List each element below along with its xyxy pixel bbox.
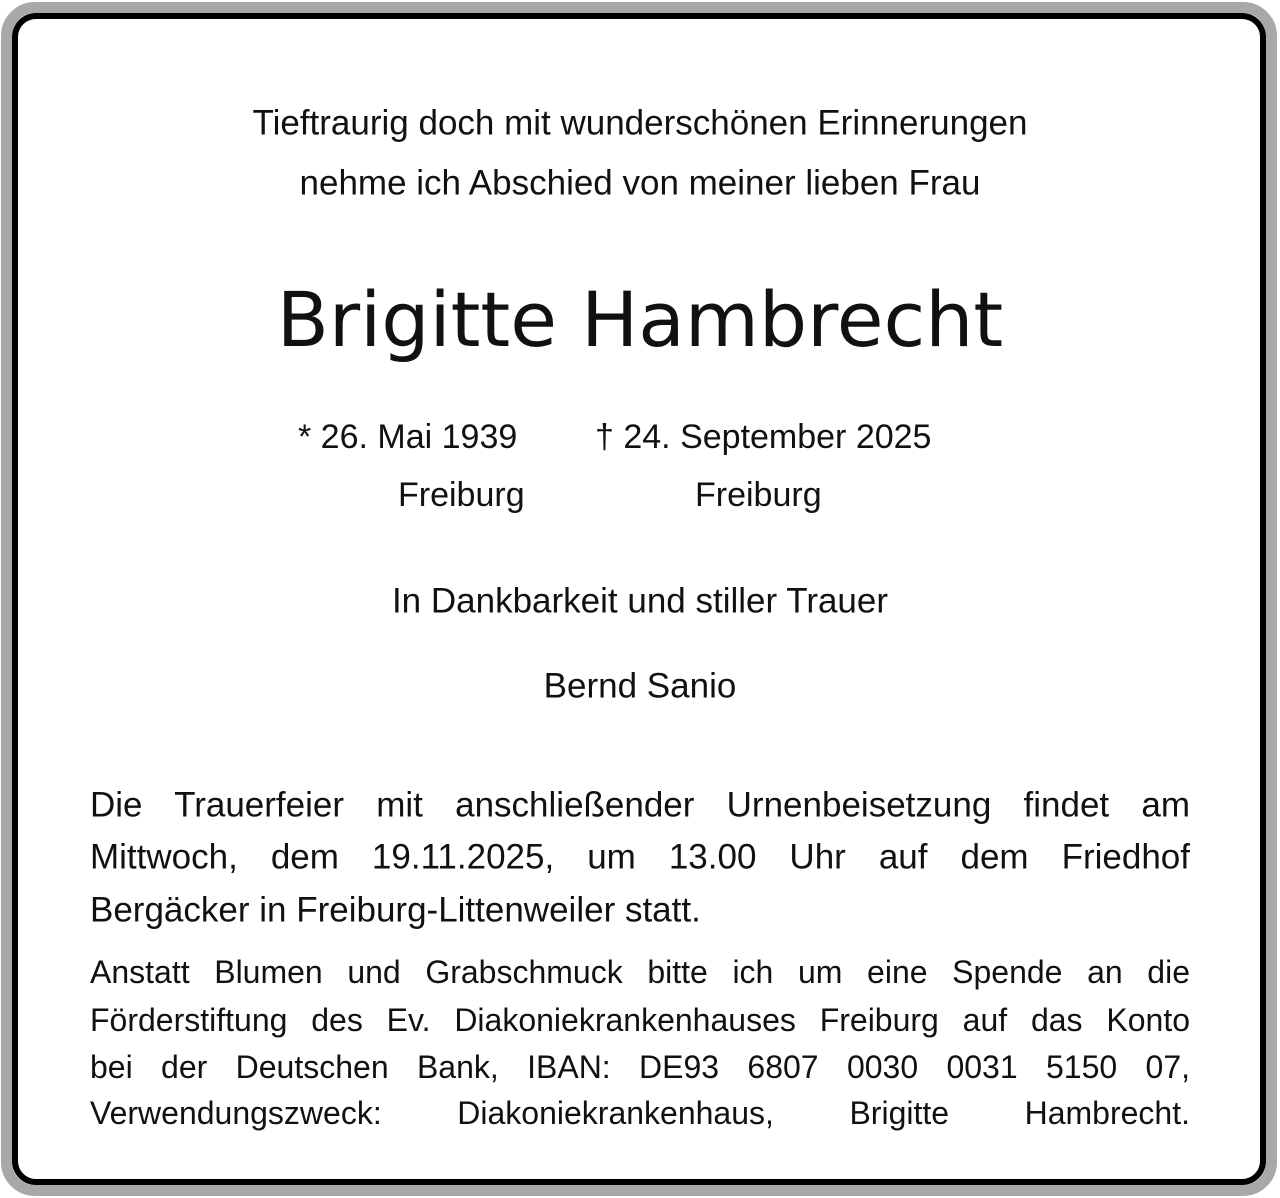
birth-date: * 26. Mai 1939 <box>298 418 518 456</box>
donation-line-1: Anstatt Blumen und Grabschmuck bitte ich um eine Spende an die <box>90 954 1190 990</box>
donation-line-3: bei der Deutschen Bank, IBAN: DE93 6807 0030 0031 5150 07, <box>90 1049 1190 1085</box>
death-place: Freiburg <box>695 476 822 514</box>
intro-line-1: Tieftraurig doch mit wunderschönen Erinnerungen <box>252 103 1028 143</box>
mourning-text: In Dankbarkeit und stiller Trauer <box>391 581 889 621</box>
funeral-line-2: Mittwoch, dem 19.11.2025, um 13.00 Uhr auf dem Friedhof <box>90 837 1190 877</box>
intro-line-2: nehme ich Abschied von meiner lieben Frau <box>299 163 981 203</box>
mourner-name: Bernd Sanio <box>543 666 737 706</box>
funeral-line-1: Die Trauerfeier mit anschließender Urnenbeisetzung findet am <box>90 785 1190 825</box>
donation-line-4: Verwendungszweck: Diakoniekrankenhaus, Brigitte Hambrecht. <box>90 1095 1190 1131</box>
funeral-line-3: Bergäcker in Freiburg-Littenweiler statt. <box>90 890 701 930</box>
birth-place: Freiburg <box>398 476 525 514</box>
deceased-name: Brigitte Hambrecht <box>276 275 1004 364</box>
donation-line-2: Förderstiftung des Ev. Diakoniekrankenhauses Freiburg auf das Konto <box>90 1002 1190 1038</box>
death-date: † 24. September 2025 <box>595 418 932 456</box>
